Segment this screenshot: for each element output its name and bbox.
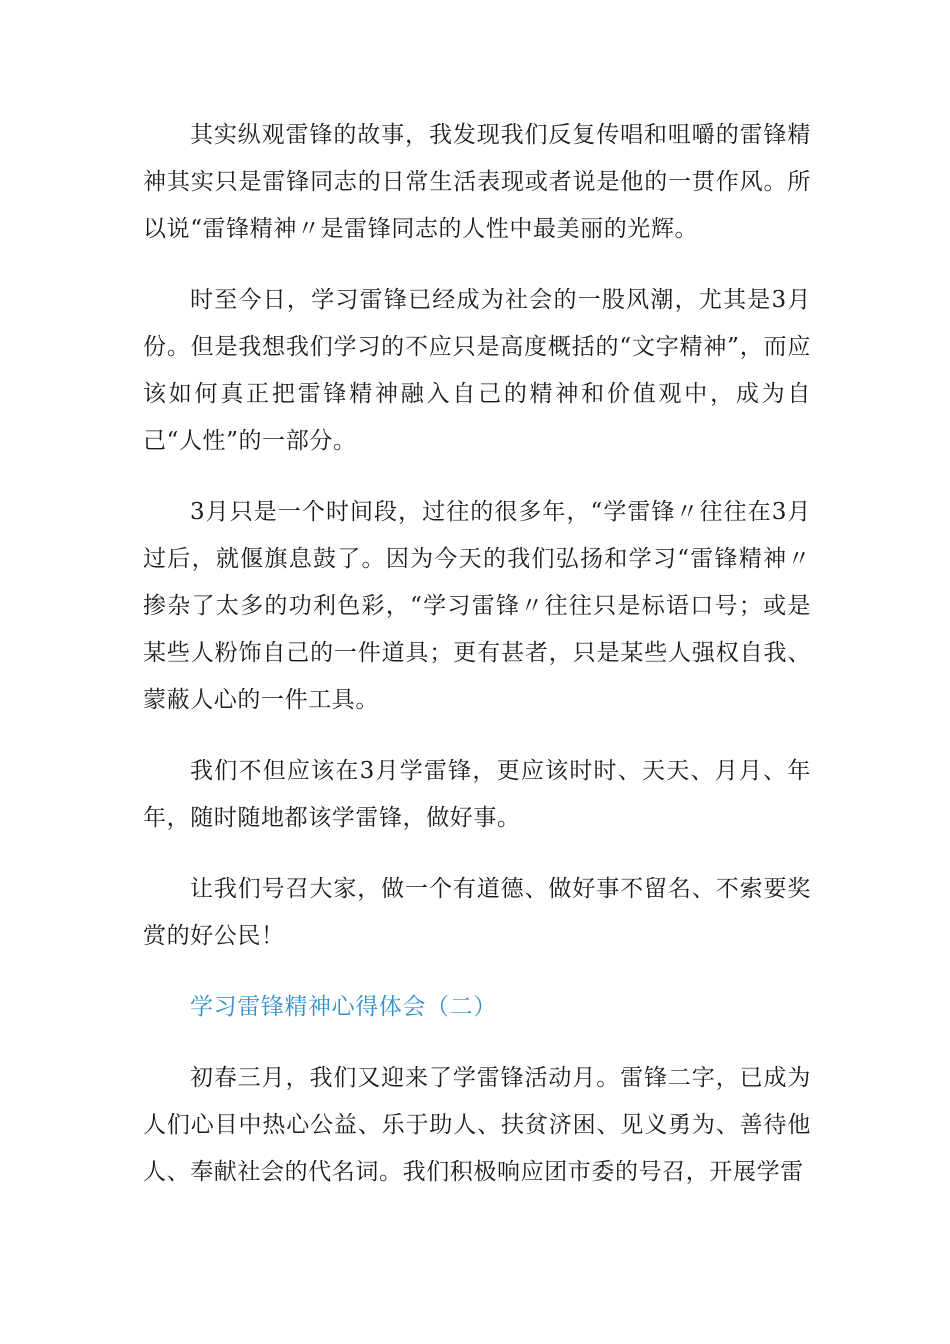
body-paragraph: 时至今日，学习雷锋已经成为社会的一股风潮，尤其是3月份。但是我想我们学习的不应只是高度概括的“文字精神”，而应该如何真正把雷锋精神融入自己的精神和价值观中，成为自己“人性”的一部分。 [143,287,811,454]
body-paragraph: 我们不但应该在3月学雷锋，更应该时时、天天、月月、年年，随时随地都该学雷锋，做好事。 [143,758,811,831]
body-paragraph: 初春三月，我们又迎来了学雷锋活动月。雷锋二字，已成为人们心目中热心公益、乐于助人、扶贫济困、见义勇为、善待他人、奉献社会的代名词。我们积极响应团市委的号召，开展学雷 [143,1065,811,1185]
body-paragraph: 让我们号召大家，做一个有道德、做好事不留名、不索要奖赏的好公民！ [143,876,811,949]
section-heading: 学习雷锋精神心得体会（二） [190,994,497,1020]
document-body [143,112,811,1220]
body-paragraph: 3月只是一个时间段，过往的很多年，“学雷锋〃往往在3月过后，就偃旗息鼓了。因为今天的我们弘扬和学习“雷锋精神〃掺杂了太多的功利色彩，“学习雷锋〃往往只是标语口号；或是某些人粉饰自己的一件道具；更有甚者，只是某些人强权自我、蒙蔽人心的一件工具。 [143,499,811,713]
body-paragraph: 其实纵观雷锋的故事，我发现我们反复传唱和咀嚼的雷锋精神其实只是雷锋同志的日常生活表现或者说是他的一贯作风。所以说“雷锋精神〃是雷锋同志的人性中最美丽的光辉。 [143,122,811,242]
